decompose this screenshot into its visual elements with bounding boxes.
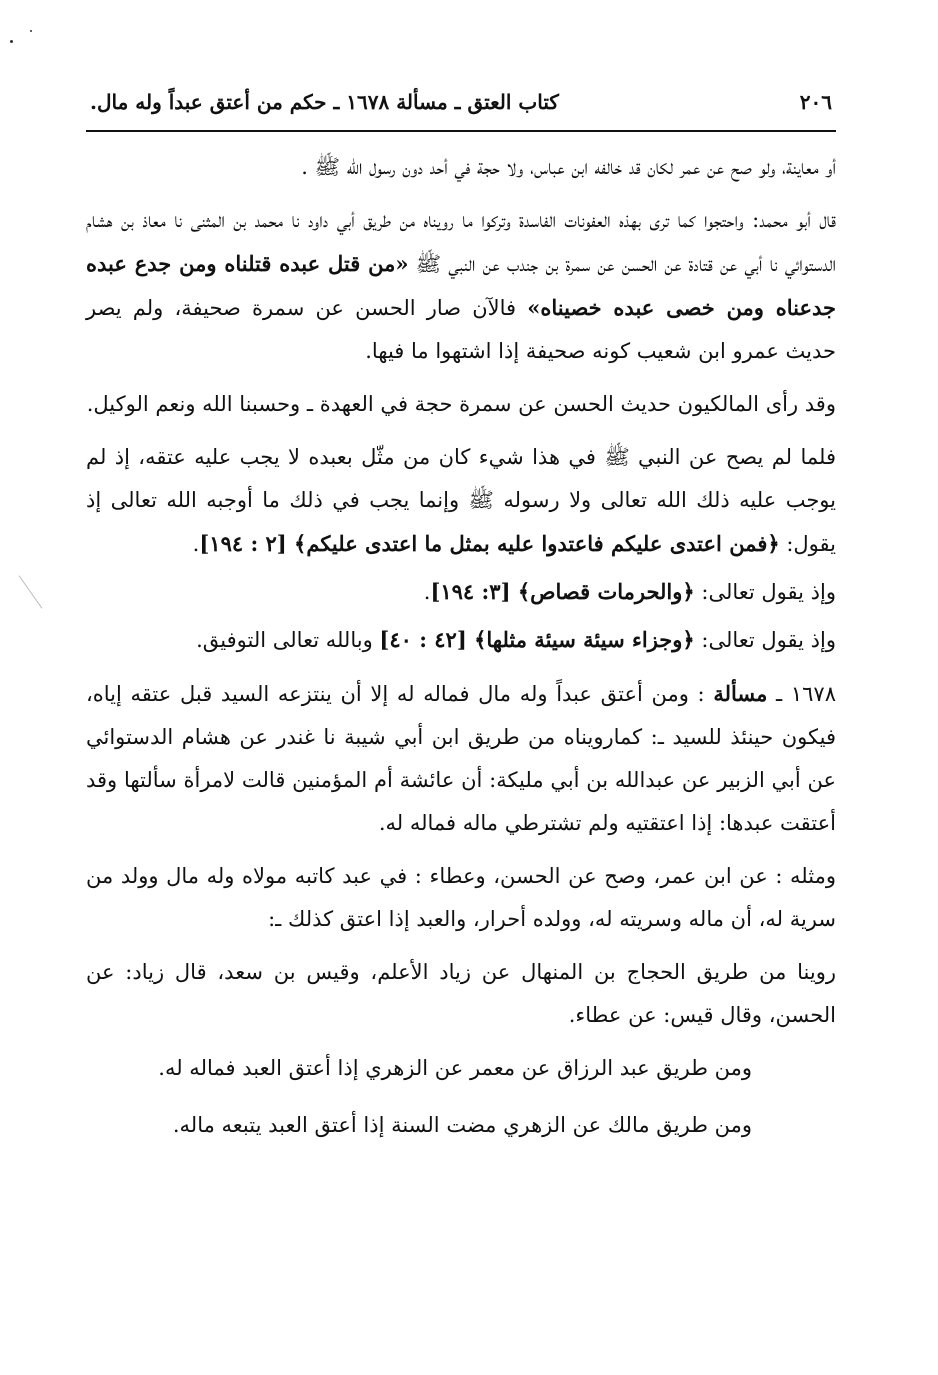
bold-run: مسألة xyxy=(713,681,768,706)
page-header xyxy=(86,82,836,126)
text-run: أو معاينة، ولو صح عن عمر لكان قد خالفه ابن عباس، ولا حجة في أحد دون رسول الله ﷺ . xyxy=(301,155,836,179)
paragraph xyxy=(86,383,836,426)
bold-run: ﴿وجزاء سيئة سيئة مثلها﴾ [٤٢ : ٤٠] xyxy=(379,627,695,652)
text-run: ومن طريق مالك عن الزهري مضت السنة إذا أعتق العبد يتبعه ماله. xyxy=(172,1113,752,1137)
text-run: وإذ يقول تعالى: xyxy=(694,580,836,604)
running-title: كتاب العتق ـ مسألة ١٦٧٨ ـ حكم من أعتق عبداً وله مال. xyxy=(90,90,559,114)
scan-mark xyxy=(19,575,43,608)
paragraph xyxy=(86,1047,836,1090)
text-run: فالآن صار الحسن عن سمرة صحيفة، ولم يصر حديث عمرو ابن شعيب كونه صحيفة إذا اشتهوا ما فيها. xyxy=(86,296,836,363)
paragraph xyxy=(86,618,836,662)
paragraph xyxy=(86,199,836,373)
scan-speck xyxy=(30,30,32,32)
paragraph xyxy=(86,855,836,941)
page-number: ٢٠٦ xyxy=(799,90,832,114)
text-run: روينا من طريق الحجاج بن المنهال عن زياد الأعلم، وقيس بن سعد، قال زياد: عن الحسن، وقال قيس: عن عطاء. xyxy=(86,960,836,1027)
text-run: وإذ يقول تعالى: xyxy=(694,628,836,652)
text-run: . xyxy=(423,580,431,604)
bold-run: ﴿والحرمات قصاص﴾ [٣: ١٩٤] xyxy=(430,579,695,604)
paragraph xyxy=(86,146,836,189)
text-run: ١٦٧٨ ـ xyxy=(767,682,836,706)
document-page xyxy=(86,82,836,1161)
text-run: : ومن أعتق عبداً وله مال فماله له إلا أن ينتزعه السيد قبل عتقه إياه، فيكون حينئذ للسيد ـ: كمارويناه من طريق ابن أبي شيبة نا غندر عن هشام الدستوائي عن أبي الزبير عن عبدالله بن أبي مليكة: أن عائشة أم المؤمنين قالت لامرأة سألتها وقد أعتقت عبدها: إذا اعتقتيه ولم تشترطي ماله فماله له. xyxy=(86,682,836,835)
paragraph xyxy=(86,951,836,1037)
paragraph xyxy=(86,1104,836,1147)
text-run: فلما لم يصح عن النبي ﷺ في هذا شيء كان من مثّل بعبده لا يجب عليه عتقه، إذ لم يوجب عليه ذلك الله تعالى ولا رسوله ﷺ وإنما يجب في ذلك ما أوجبه الله تعالى إذ يقول: xyxy=(86,445,836,556)
paragraph xyxy=(86,672,836,845)
paragraph xyxy=(86,570,836,614)
scan-speck xyxy=(10,40,13,43)
text-run: وبالله تعالى التوفيق. xyxy=(196,628,380,652)
bold-run: ﴿فمن اعتدى عليكم فاعتدوا عليه بمثل ما اعتدى عليكم﴾ [٢ : ١٩٤] xyxy=(199,531,780,556)
text-run: وقد رأى المالكيون حديث الحسن عن سمرة حجة في العهدة ـ وحسبنا الله ونعم الوكيل. xyxy=(86,392,836,416)
bold-run: «من قتل عبده قتلناه ومن جدع عبده جدعناه ومن خصى عبده خصيناه» xyxy=(86,251,836,320)
header-rule xyxy=(86,130,836,132)
text-run: . xyxy=(192,532,200,556)
text-run: ومن طريق عبد الرزاق عن معمر عن الزهري إذا أعتق العبد فماله له. xyxy=(158,1056,752,1080)
text-run: ومثله : عن ابن عمر، وصح عن الحسن، وعطاء : في عبد كاتبه مولاه وله مال وولد من سرية له، أن ماله وسريته له، وولده أحرار، والعبد إذا اعتق كذلك ـ: xyxy=(86,864,836,931)
body-text xyxy=(86,146,836,1147)
paragraph xyxy=(86,436,836,566)
text-run: قال أبو محمد: واحتجوا كما ترى بهذه العفونات الفاسدة وتركوا ما رويناه من طريق أبي داود نا محمد بن المثنى نا معاذ بن هشام الدستوائي نا أبي عن قتادة عن الحسن عن سمرة بن جندب عن النبي ﷺ xyxy=(86,208,836,276)
